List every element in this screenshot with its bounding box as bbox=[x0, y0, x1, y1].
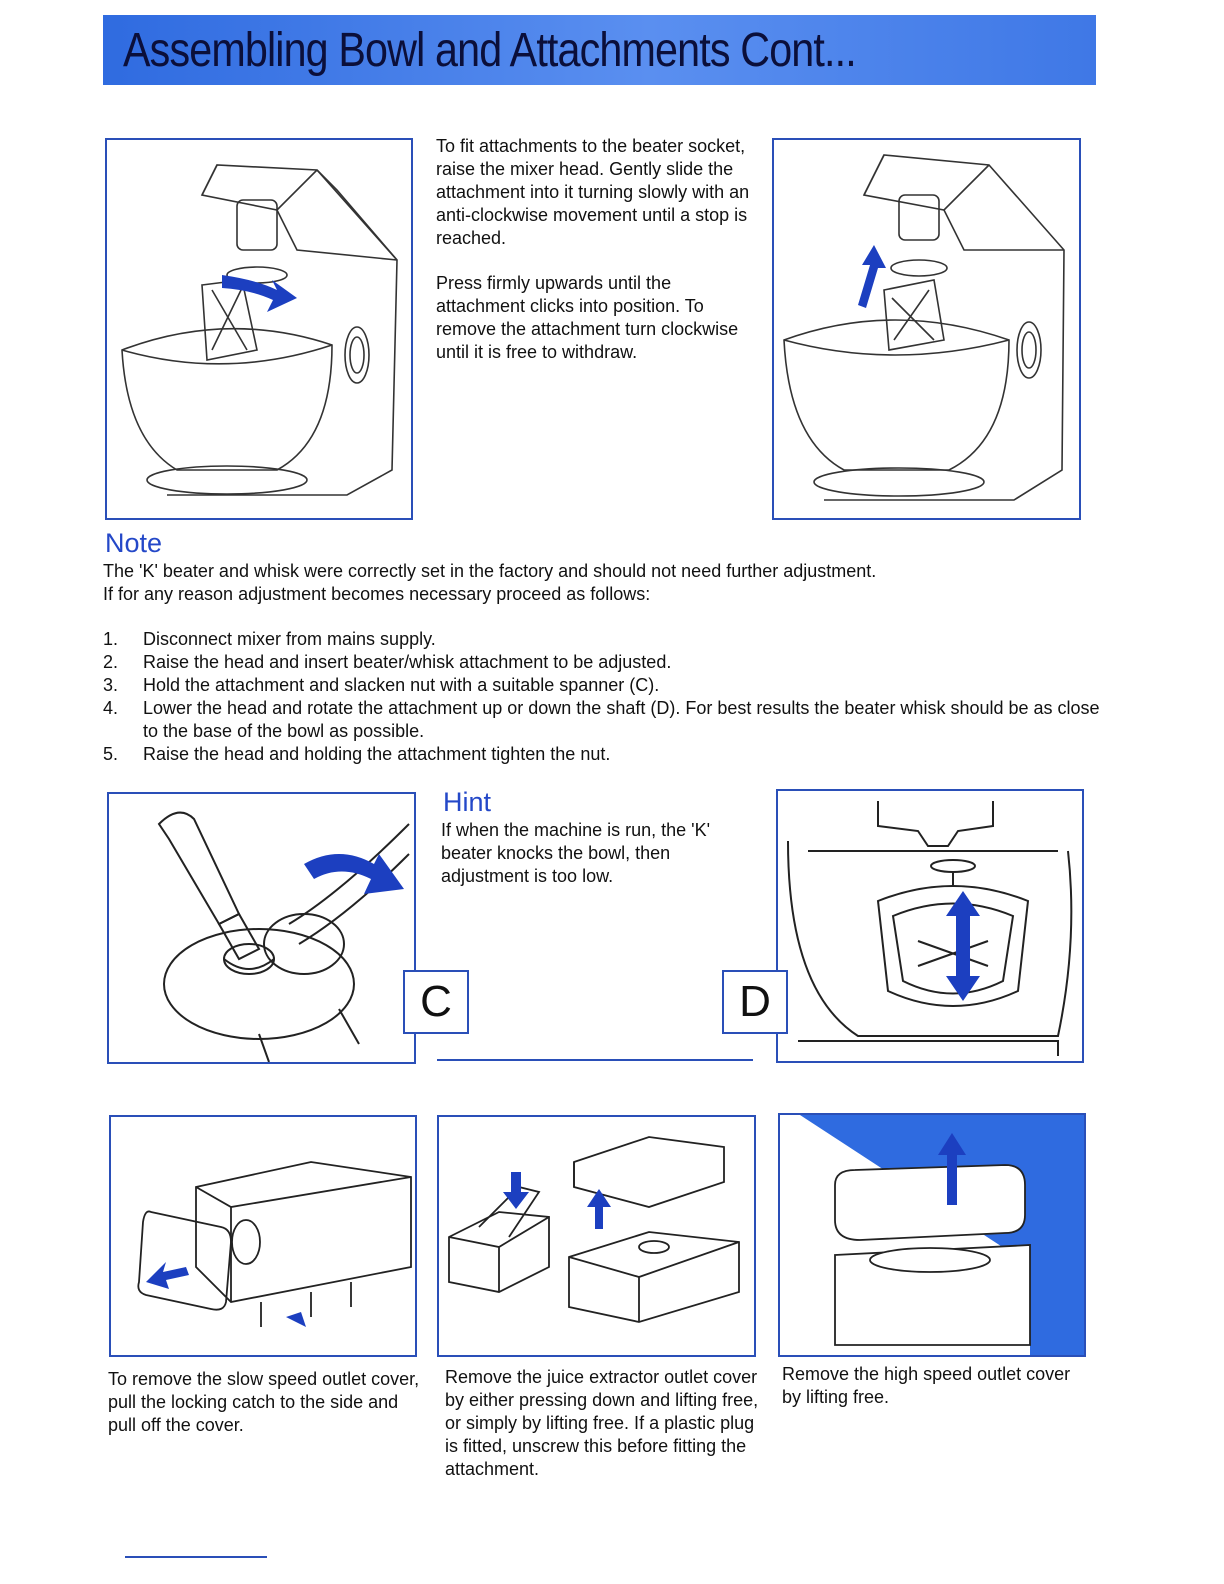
note-intro bbox=[103, 560, 1113, 606]
mixer-attach-drawing bbox=[107, 140, 411, 518]
list-item: 3. Hold the attachment and slacken nut with a suitable spanner (C). bbox=[103, 675, 660, 695]
title-banner bbox=[103, 15, 1096, 85]
rotate-arrow-icon bbox=[304, 854, 404, 894]
divider bbox=[437, 1059, 753, 1061]
mixer-press-up-illustration bbox=[772, 138, 1081, 520]
list-item: 4. Lower the head and rotate the attachment up or down the shaft (D). For best results the beater whisk should be as close to the base of the bowl as possible. bbox=[103, 698, 1100, 741]
spanner-drawing bbox=[109, 794, 414, 1062]
note-intro-line-1: The 'K' beater and whisk were correctly set in the factory and should not need further adjustment. bbox=[103, 561, 877, 581]
hint-text: If when the machine is run, the 'K' beater knocks the bowl, then adjustment is too low. bbox=[441, 820, 711, 886]
shaft-adjust-illustration bbox=[776, 789, 1084, 1063]
high-speed-drawing bbox=[780, 1115, 1084, 1355]
list-item: 5. Raise the head and holding the attachment tighten the nut. bbox=[103, 744, 611, 764]
shaft-drawing bbox=[778, 791, 1082, 1061]
figure-label-d: D bbox=[722, 970, 788, 1034]
up-arrow-icon bbox=[858, 245, 886, 308]
juice-extractor-caption: Remove the juice extractor outlet cover by either pressing down and lifting free, or simply by lifting free. If a plastic plug is fitted, unscrew this before fitting the attachment. bbox=[445, 1367, 759, 1479]
high-speed-caption: Remove the high speed outlet cover by lifting free. bbox=[782, 1364, 1071, 1407]
list-item: 1. Disconnect mixer from mains supply. bbox=[103, 629, 436, 649]
spanner-illustration bbox=[107, 792, 416, 1064]
page-footer-rule bbox=[125, 1556, 267, 1558]
list-item: 2. Raise the head and insert beater/whisk attachment to be adjusted. bbox=[103, 652, 672, 672]
mixer-attach-illustration bbox=[105, 138, 413, 520]
adjustment-steps bbox=[103, 628, 1113, 766]
note-heading: Note bbox=[105, 528, 163, 558]
slow-speed-outlet-illustration bbox=[109, 1115, 417, 1357]
page-title: Assembling Bowl and Attachments Cont... bbox=[123, 24, 856, 77]
mixer-press-up-drawing bbox=[774, 140, 1079, 518]
fitting-instructions bbox=[436, 135, 756, 386]
note-intro-line-2: If for any reason adjustment becomes necessary proceed as follows: bbox=[103, 584, 651, 604]
slow-speed-drawing bbox=[111, 1117, 415, 1355]
juice-extractor-drawing bbox=[439, 1117, 754, 1355]
fitting-paragraph-2: Press firmly upwards until the attachment clicks into position. To remove the attachment turn clockwise until it is free to withdraw. bbox=[436, 273, 739, 362]
hint-heading: Hint bbox=[443, 787, 492, 817]
juice-extractor-outlet-illustration bbox=[437, 1115, 756, 1357]
slow-speed-caption: To remove the slow speed outlet cover, pull the locking catch to the side and pull off the cover. bbox=[108, 1369, 420, 1435]
high-speed-outlet-illustration bbox=[778, 1113, 1086, 1357]
figure-label-c: C bbox=[403, 970, 469, 1034]
fitting-paragraph-1: To fit attachments to the beater socket, raise the mixer head. Gently slide the attachment into it turning slowly with an anti-clockwise movement until a stop is reached. bbox=[436, 136, 750, 248]
